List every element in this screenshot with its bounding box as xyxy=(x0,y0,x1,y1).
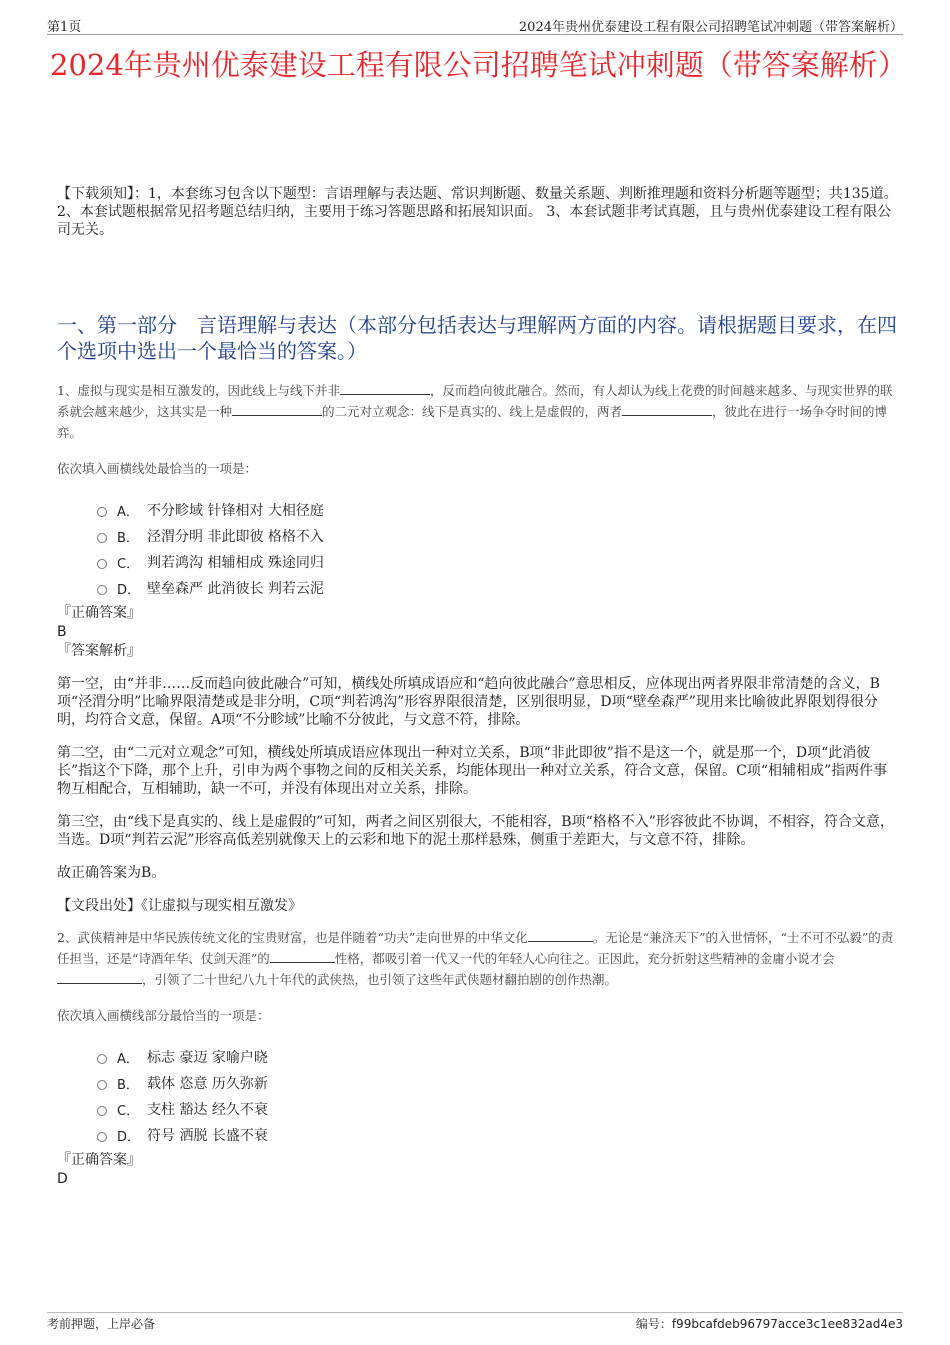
radio-icon[interactable] xyxy=(97,1054,107,1064)
option-d[interactable]: D． 符号 洒脱 长盛不衰 xyxy=(97,1122,900,1148)
radio-icon[interactable] xyxy=(97,533,107,543)
analysis-conclusion: 故正确答案为B。 xyxy=(57,865,166,881)
fill-blank xyxy=(528,929,593,942)
option-a[interactable]: A． 标志 豪迈 家喻户晓 xyxy=(97,1044,900,1070)
analysis-paragraph: 第一空，由“并非……反而趋向彼此融合”可知，横线处所填成语应和“趋向彼此融合”意思相反，应体现出两者界限非常清楚的含义，B项“泾渭分明”比喻界限清楚或是非分明，C项“判若鸿沟”形容界限很清楚，区别很明显，D项“壁垒森严”现用来比喻彼此界限划得很分明，均符合文意，保留。A项“不分畛域”比喻不分彼此，与文意不符，排除。 xyxy=(57,676,880,728)
download-notice: 【下载须知】：1，本套练习包含以下题型：言语理解与表达题、常识判断题、数量关系题、判断推理题和资料分析题等题型；共135道。 2、本套试题根据常见招考题总结归纳，主要用于练习答题思路和拓展知识面。 3、本套试题非考试真题，且与贵州优泰建设工程有限公司无关。 xyxy=(57,186,898,238)
option-c[interactable]: C． 支柱 豁达 经久不衰 xyxy=(97,1096,900,1122)
option-d[interactable]: D． 壁垒森严 此消彼长 判若云泥 xyxy=(97,575,900,601)
answer-value: D xyxy=(57,1171,68,1187)
option-c[interactable]: C． 判若鸿沟 相辅相成 殊途同归 xyxy=(97,549,900,575)
page-header xyxy=(47,14,903,35)
radio-icon[interactable] xyxy=(97,1080,107,1090)
question-2 xyxy=(57,927,900,1188)
document-code: 编号：f99bcafdeb96797acce3c1ee832ad4e3 xyxy=(635,1317,903,1331)
source-citation: 【文段出处】《让虚拟与现实相互激发》 xyxy=(57,898,302,914)
fill-blank xyxy=(340,382,430,395)
page-number: 第1页 xyxy=(47,20,82,35)
option-b[interactable]: B． 泾渭分明 非此即彼 格格不入 xyxy=(97,523,900,549)
fill-blank xyxy=(57,971,142,984)
fill-blank xyxy=(232,403,322,416)
option-a[interactable]: A． 不分畛域 针锋相对 大相径庭 xyxy=(97,497,900,523)
analysis-label: 『答案解析』 xyxy=(57,643,141,659)
header-doc-title: 2024年贵州优泰建设工程有限公司招聘笔试冲刺题（带答案解析） xyxy=(518,20,903,35)
question-1 xyxy=(57,380,900,915)
document-title: 2024年贵州优泰建设工程有限公司招聘笔试冲刺题（带答案解析） xyxy=(50,48,907,82)
option-b[interactable]: B． 载体 恣意 历久弥新 xyxy=(97,1070,900,1096)
question-1-stem: 1、虚拟与现实是相互激发的，因此线上与线下并非 ，反而趋向彼此融合。然而，有人却认为线上花费的时间越来越多、与现实世界的联系就会越来越少，这其实是一种 的二元对立观念：线下是真实的、线上是虚假的，两者 ，彼此在进行一场争夺时间的博弈。 xyxy=(57,383,893,440)
section-title: 一、第一部分 言语理解与表达（本部分包括表达与理解两方面的内容。请根据题目要求，在四个选项中选出一个最恰当的答案。） xyxy=(57,313,897,363)
radio-icon[interactable] xyxy=(97,507,107,517)
page-footer xyxy=(47,1312,903,1331)
question-2-prompt: 依次填入画横线部分最恰当的一项是： xyxy=(57,1008,270,1023)
fill-blank xyxy=(622,403,712,416)
analysis-paragraph: 第三空，由“线下是真实的、线上是虚假的”可知，两者之间区别很大，不能相容，B项“格格不入”形容彼此不协调，不相容，符合文意，当选。D项“判若云泥”形容高低差别就像天上的云彩和地下的泥土那样悬殊，侧重于差距大，与文意不符，排除。 xyxy=(57,814,894,848)
radio-icon[interactable] xyxy=(97,585,107,595)
analysis-paragraph: 第二空，由“二元对立观念”可知，横线处所填成语应体现出一种对立关系，B项“非此即彼”指不是这一个，就是那一个，D项“此消彼长”指这个下降，那个上升，引申为两个事物之间的反相关关系，均能体现出一种对立关系，符合文意，保留。C项“相辅相成”指两件事物互相配合，互相辅助，缺一不可，并没有体现出对立关系，排除。 xyxy=(57,745,888,797)
question-1-options xyxy=(97,497,900,601)
radio-icon[interactable] xyxy=(97,1132,107,1142)
radio-icon[interactable] xyxy=(97,559,107,569)
fill-blank xyxy=(270,950,335,963)
footer-slogan: 考前押题，上岸必备 xyxy=(47,1317,156,1331)
question-1-prompt: 依次填入画横线处最恰当的一项是： xyxy=(57,461,258,476)
answer-value: B xyxy=(57,624,67,640)
answer-label: 『正确答案』 xyxy=(57,1152,141,1168)
radio-icon[interactable] xyxy=(97,1106,107,1116)
answer-label: 『正确答案』 xyxy=(57,605,141,621)
question-2-stem: 2、武侠精神是中华民族传统文化的宝贵财富，也是伴随着“功夫”走向世界的中华文化 。无论是“兼济天下”的入世情怀，“士不可不弘毅”的责任担当，还是“诗酒年华、仗剑天涯”的 性格，都吸引着一代又一代的年轻人心向往之。正因此，充分折射这些精神的金庸小说才会，引领了二十世纪八九十年代的武侠热，也引领了这些年武侠题材翻拍剧的创作热潮。 xyxy=(57,930,894,987)
question-2-options xyxy=(97,1044,900,1148)
